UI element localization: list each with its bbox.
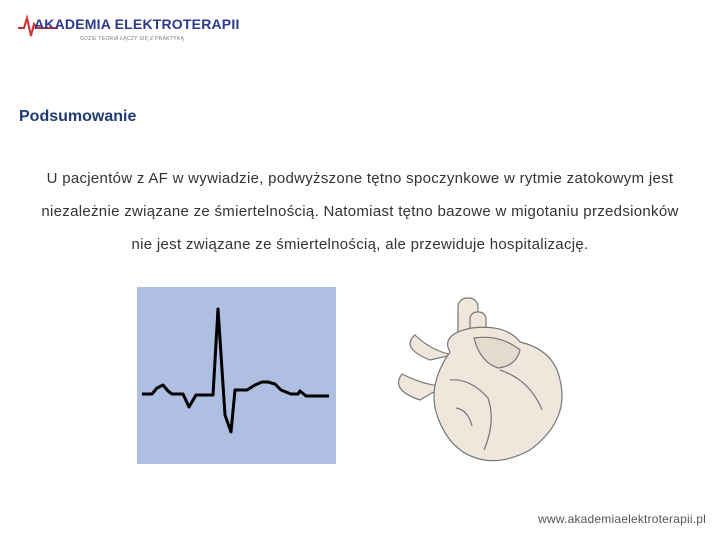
logo-title: AKADEMIA ELEKTROTERAPII <box>34 16 240 32</box>
heart-illustration <box>380 290 590 470</box>
slide-body-text: U pacjentów z AF w wywiadzie, podwyższone tętno spoczynkowe w rytmie zatokowym jest niezależnie związane ze śmiertelnością. Natomiast tętno bazowe w migotaniu przedsionków nie jest związane ze śmiertelnością, ale przewiduje hospitalizację. <box>41 170 679 253</box>
ecg-waveform-icon <box>137 287 336 464</box>
heart-anatomy-icon <box>380 290 590 470</box>
footer-website-url[interactable]: www.akademiaelektroterapii.pl <box>538 512 706 526</box>
logo <box>18 12 240 42</box>
ecg-image <box>137 287 336 464</box>
logo-tagline: GDZIE TEORIA ŁĄCZY SIĘ Z PRAKTYKĄ <box>80 36 185 42</box>
slide-title: Podsumowanie <box>19 108 137 125</box>
